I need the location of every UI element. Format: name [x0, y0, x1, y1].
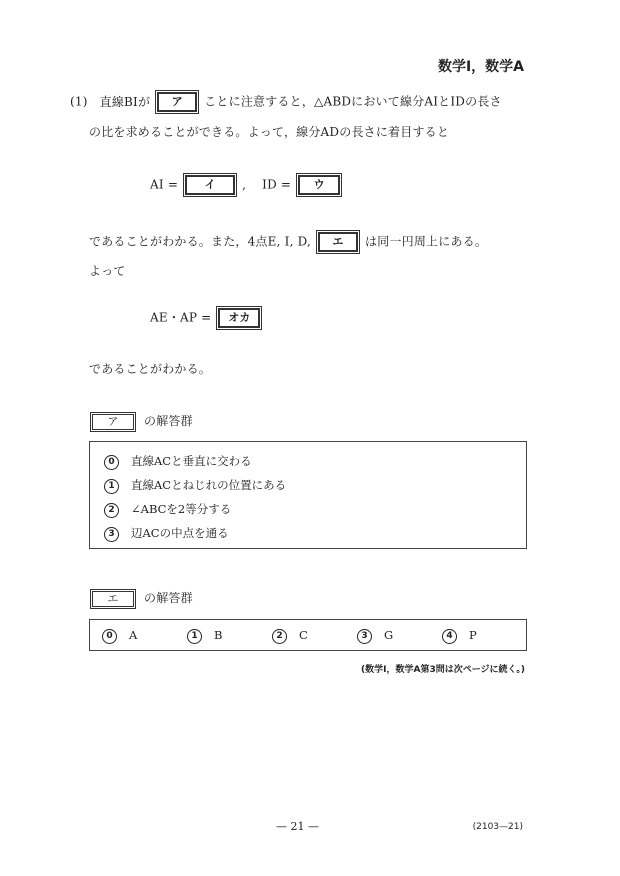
choice-e-option-2	[272, 628, 308, 644]
choice-a-option-1	[104, 477, 286, 494]
choice-number-icon: 0	[102, 629, 117, 644]
choice-a-option-2	[104, 501, 231, 518]
line1-text-b: ことに注意すると，△ABDにおいて線分AIとIDの長さ	[204, 94, 502, 109]
question-line-3	[89, 232, 487, 252]
choices-a-label-text: の解答群	[144, 414, 193, 428]
choice-text: B	[214, 628, 223, 642]
page-header-title: 数学Ⅰ，数学A	[437, 59, 524, 75]
choice-number-icon: 2	[104, 503, 119, 518]
choice-number-icon: 0	[104, 455, 119, 470]
choice-text: 直線ACとねじれの位置にある	[131, 478, 287, 492]
question-line-4: よって	[89, 264, 126, 278]
choice-number-icon: 3	[357, 629, 372, 644]
choice-number-icon: 2	[272, 629, 287, 644]
eq2-label: AE・AP =	[150, 310, 212, 325]
choice-number-icon: 1	[104, 479, 119, 494]
eq-ai-label: AI =	[150, 177, 179, 192]
choice-text: A	[129, 628, 138, 642]
choice-number-icon: 1	[187, 629, 202, 644]
choices-e-label-box: エ	[92, 591, 134, 607]
question-line-5: であることがわかる。	[89, 362, 212, 376]
question-number: (1)	[70, 94, 88, 109]
document-code: (2103—21)	[472, 822, 523, 832]
choice-e-option-0	[102, 628, 137, 644]
choice-text: P	[469, 628, 477, 642]
question-line-2: の比を求めることができる。よって，線分ADの長さに着目すると	[89, 125, 450, 139]
choice-number-icon: 4	[442, 629, 457, 644]
equation-ae-ap	[150, 308, 263, 328]
choice-a-option-0	[104, 453, 252, 470]
choice-e-option-3	[357, 628, 393, 644]
answer-box-a: ア	[157, 92, 197, 112]
eq-id-label: ID =	[262, 177, 292, 192]
choice-text: 辺ACの中点を通る	[131, 526, 229, 540]
equation-ai-id	[150, 175, 343, 195]
choices-e-label-text: の解答群	[144, 591, 193, 605]
line3-text-b: は同一円周上にある。	[365, 234, 488, 249]
choice-number-icon: 3	[104, 527, 119, 542]
answer-box-i: イ	[185, 175, 235, 195]
answer-box-u: ウ	[298, 175, 340, 195]
choice-text: C	[299, 628, 308, 642]
choice-text: ∠ABCを2等分する	[131, 502, 232, 516]
choice-e-option-4	[442, 628, 477, 644]
choices-a-panel	[89, 441, 527, 549]
choices-a-label-box: ア	[92, 414, 134, 430]
choice-text: 直線ACと垂直に交わる	[131, 454, 252, 468]
question-line-1	[70, 92, 502, 112]
continue-note: (数学Ⅰ，数学A第3問は次ページに続く。)	[361, 665, 525, 675]
choices-a-label	[92, 412, 193, 430]
choice-e-option-1	[187, 628, 222, 644]
line1-text-a: 直線BIが	[99, 94, 151, 109]
eq-separator: ,	[242, 177, 247, 192]
choices-e-panel	[89, 619, 527, 651]
choices-e-label	[92, 589, 193, 607]
choice-text: G	[384, 628, 394, 642]
answer-box-e: エ	[318, 232, 358, 252]
page-number: — 21 —	[276, 820, 319, 833]
choice-a-option-3	[104, 525, 229, 542]
answer-box-oka: オカ	[218, 308, 260, 328]
line3-text-a: であることがわかる。また，4点E, I, D,	[89, 234, 312, 249]
